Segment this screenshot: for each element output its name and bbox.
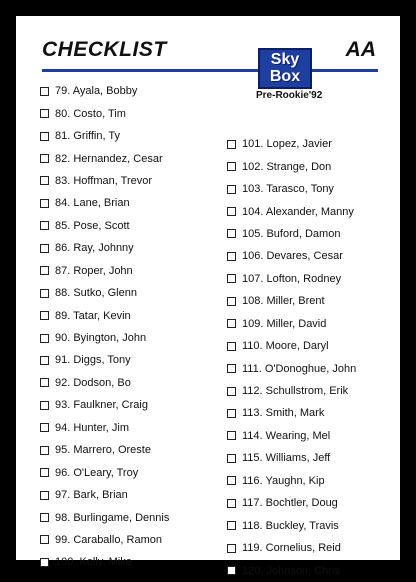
checkbox[interactable] — [227, 431, 236, 440]
list-item — [40, 304, 169, 326]
player-label: 116. Yaughn, Kip — [242, 474, 325, 487]
checkbox[interactable] — [227, 476, 236, 485]
player-label: 85. Pose, Scott — [55, 219, 130, 232]
checkbox[interactable] — [227, 566, 236, 575]
player-label: 95. Marrero, Oreste — [55, 444, 151, 457]
player-label: 111. O'Donoghue, John — [242, 362, 357, 375]
player-label: 84. Lane, Brian — [55, 197, 130, 210]
logo-subtitle: Pre-Rookie'92 — [256, 90, 323, 101]
list-item — [40, 192, 169, 214]
list-item — [40, 394, 169, 416]
checkbox[interactable] — [40, 558, 49, 567]
player-label: 114. Wearing, Mel — [242, 429, 331, 442]
header-divider — [42, 69, 378, 72]
list-item — [227, 223, 356, 245]
checkbox[interactable] — [40, 244, 49, 253]
list-item — [227, 402, 356, 424]
list-item — [227, 492, 356, 514]
list-item — [227, 425, 356, 447]
checklist-card — [16, 16, 400, 577]
player-label: 79. Ayala, Bobby — [55, 85, 138, 98]
player-label: 98. Burlingame, Dennis — [55, 511, 170, 524]
player-label: 120. Johnson, Chris — [242, 564, 340, 577]
player-label: 102. Strange, Don — [242, 160, 332, 173]
player-label: 106. Devares, Cesar — [242, 250, 343, 263]
logo-word-box: Box — [269, 68, 301, 85]
checklist-right-column — [227, 133, 356, 582]
list-item — [227, 155, 356, 177]
player-label: 101. Lopez, Javier — [242, 138, 332, 151]
checkbox[interactable] — [40, 401, 49, 410]
list-item — [227, 245, 356, 267]
list-item — [40, 372, 169, 394]
checkbox[interactable] — [227, 342, 236, 351]
page-title: CHECKLIST — [42, 38, 167, 61]
checkbox[interactable] — [227, 521, 236, 530]
checkbox[interactable] — [40, 266, 49, 275]
list-item — [40, 417, 169, 439]
checkbox[interactable] — [227, 544, 236, 553]
player-label: 81. Griffin, Ty — [55, 130, 121, 143]
list-item — [40, 102, 169, 124]
checkbox[interactable] — [227, 364, 236, 373]
skybox-logo — [256, 48, 323, 101]
player-label: 113. Smith, Mark — [242, 407, 325, 420]
list-item — [40, 461, 169, 483]
checkbox[interactable] — [227, 140, 236, 149]
list-item — [40, 237, 169, 259]
list-item — [227, 268, 356, 290]
list-item — [227, 178, 356, 200]
player-label: 103. Tarasco, Tony — [242, 183, 334, 196]
player-label: 104. Alexander, Manny — [242, 205, 354, 218]
list-item — [40, 551, 169, 573]
checkbox[interactable] — [227, 274, 236, 283]
player-label: 115. Williams, Jeff — [242, 452, 331, 465]
checkbox[interactable] — [227, 229, 236, 238]
player-label: 107. Lofton, Rodney — [242, 272, 342, 285]
logo-badge — [258, 48, 312, 89]
checkbox[interactable] — [227, 409, 236, 418]
set-code: AA — [345, 38, 376, 61]
checkbox[interactable] — [40, 221, 49, 230]
player-label: 82. Hernandez, Cesar — [55, 152, 163, 165]
player-label: 97. Bark, Brian — [55, 489, 128, 502]
player-label: 119. Cornelius, Reid — [242, 542, 341, 555]
checkbox[interactable] — [40, 356, 49, 365]
checkbox[interactable] — [227, 207, 236, 216]
list-item — [40, 260, 169, 282]
checkbox[interactable] — [227, 252, 236, 261]
list-item — [40, 147, 169, 169]
player-label: 94. Hunter, Jim — [55, 421, 129, 434]
checkbox[interactable] — [227, 499, 236, 508]
checkbox[interactable] — [40, 468, 49, 477]
player-label: 96. O'Leary, Troy — [55, 466, 139, 479]
player-label: 112. Schullstrom, Erik — [242, 385, 349, 398]
checkbox[interactable] — [40, 199, 49, 208]
checkbox[interactable] — [227, 297, 236, 306]
player-label: 89. Tatar, Kevin — [55, 309, 131, 322]
player-label: 88. Sutko, Glenn — [55, 287, 137, 300]
checkbox[interactable] — [40, 423, 49, 432]
list-item — [227, 470, 356, 492]
player-label: 87. Roper, John — [55, 264, 133, 277]
list-item — [40, 529, 169, 551]
player-label: 83. Hoffman, Trevor — [55, 174, 153, 187]
player-label: 99. Caraballo, Ramon — [55, 533, 163, 546]
checkbox[interactable] — [40, 334, 49, 343]
list-item — [40, 349, 169, 371]
list-item — [227, 133, 356, 155]
player-label: 109. Miller, David — [242, 317, 327, 330]
checkbox[interactable] — [40, 289, 49, 298]
checkbox[interactable] — [40, 132, 49, 141]
checkbox[interactable] — [227, 454, 236, 463]
checkbox[interactable] — [40, 87, 49, 96]
list-item — [227, 537, 356, 559]
checkbox[interactable] — [40, 176, 49, 185]
player-label: 86. Ray, Johnny — [55, 242, 134, 255]
player-label: 100. Kelly, Mike — [55, 556, 132, 569]
list-item — [40, 80, 169, 102]
logo-word-sky: Sky — [270, 51, 300, 68]
checkbox[interactable] — [227, 162, 236, 171]
list-item — [227, 380, 356, 402]
checkbox[interactable] — [40, 378, 49, 387]
list-item — [40, 215, 169, 237]
list-item — [40, 170, 169, 192]
checkbox[interactable] — [40, 311, 49, 320]
checkbox[interactable] — [40, 535, 49, 544]
checkbox[interactable] — [227, 185, 236, 194]
player-label: 90. Byington, John — [55, 332, 147, 345]
checkbox[interactable] — [227, 387, 236, 396]
player-label: 108. Miller, Brent — [242, 295, 325, 308]
list-item — [227, 335, 356, 357]
list-item — [227, 514, 356, 536]
checkbox[interactable] — [40, 513, 49, 522]
list-item — [40, 327, 169, 349]
checklist-left-column — [40, 80, 169, 574]
checkbox[interactable] — [40, 154, 49, 163]
checkbox[interactable] — [227, 319, 236, 328]
player-label: 91. Diggs, Tony — [55, 354, 131, 367]
player-label: 118. Buckley, Travis — [242, 519, 339, 532]
list-item — [227, 290, 356, 312]
checkbox[interactable] — [40, 109, 49, 118]
list-item — [227, 357, 356, 379]
list-item — [40, 484, 169, 506]
list-item — [40, 282, 169, 304]
player-label: 92. Dodson, Bo — [55, 376, 131, 389]
checkbox[interactable] — [40, 446, 49, 455]
list-item — [40, 125, 169, 147]
list-item — [40, 439, 169, 461]
player-label: 110. Moore, Daryl — [242, 340, 329, 353]
list-item — [227, 313, 356, 335]
list-item — [227, 447, 356, 469]
player-label: 117. Bochtler, Doug — [242, 497, 338, 510]
list-item — [40, 506, 169, 528]
player-label: 93. Faulkner, Craig — [55, 399, 148, 412]
list-item — [227, 200, 356, 222]
list-item — [227, 559, 356, 581]
player-label: 105. Buford, Damon — [242, 227, 341, 240]
checkbox[interactable] — [40, 491, 49, 500]
player-label: 80. Costo, Tim — [55, 107, 126, 120]
